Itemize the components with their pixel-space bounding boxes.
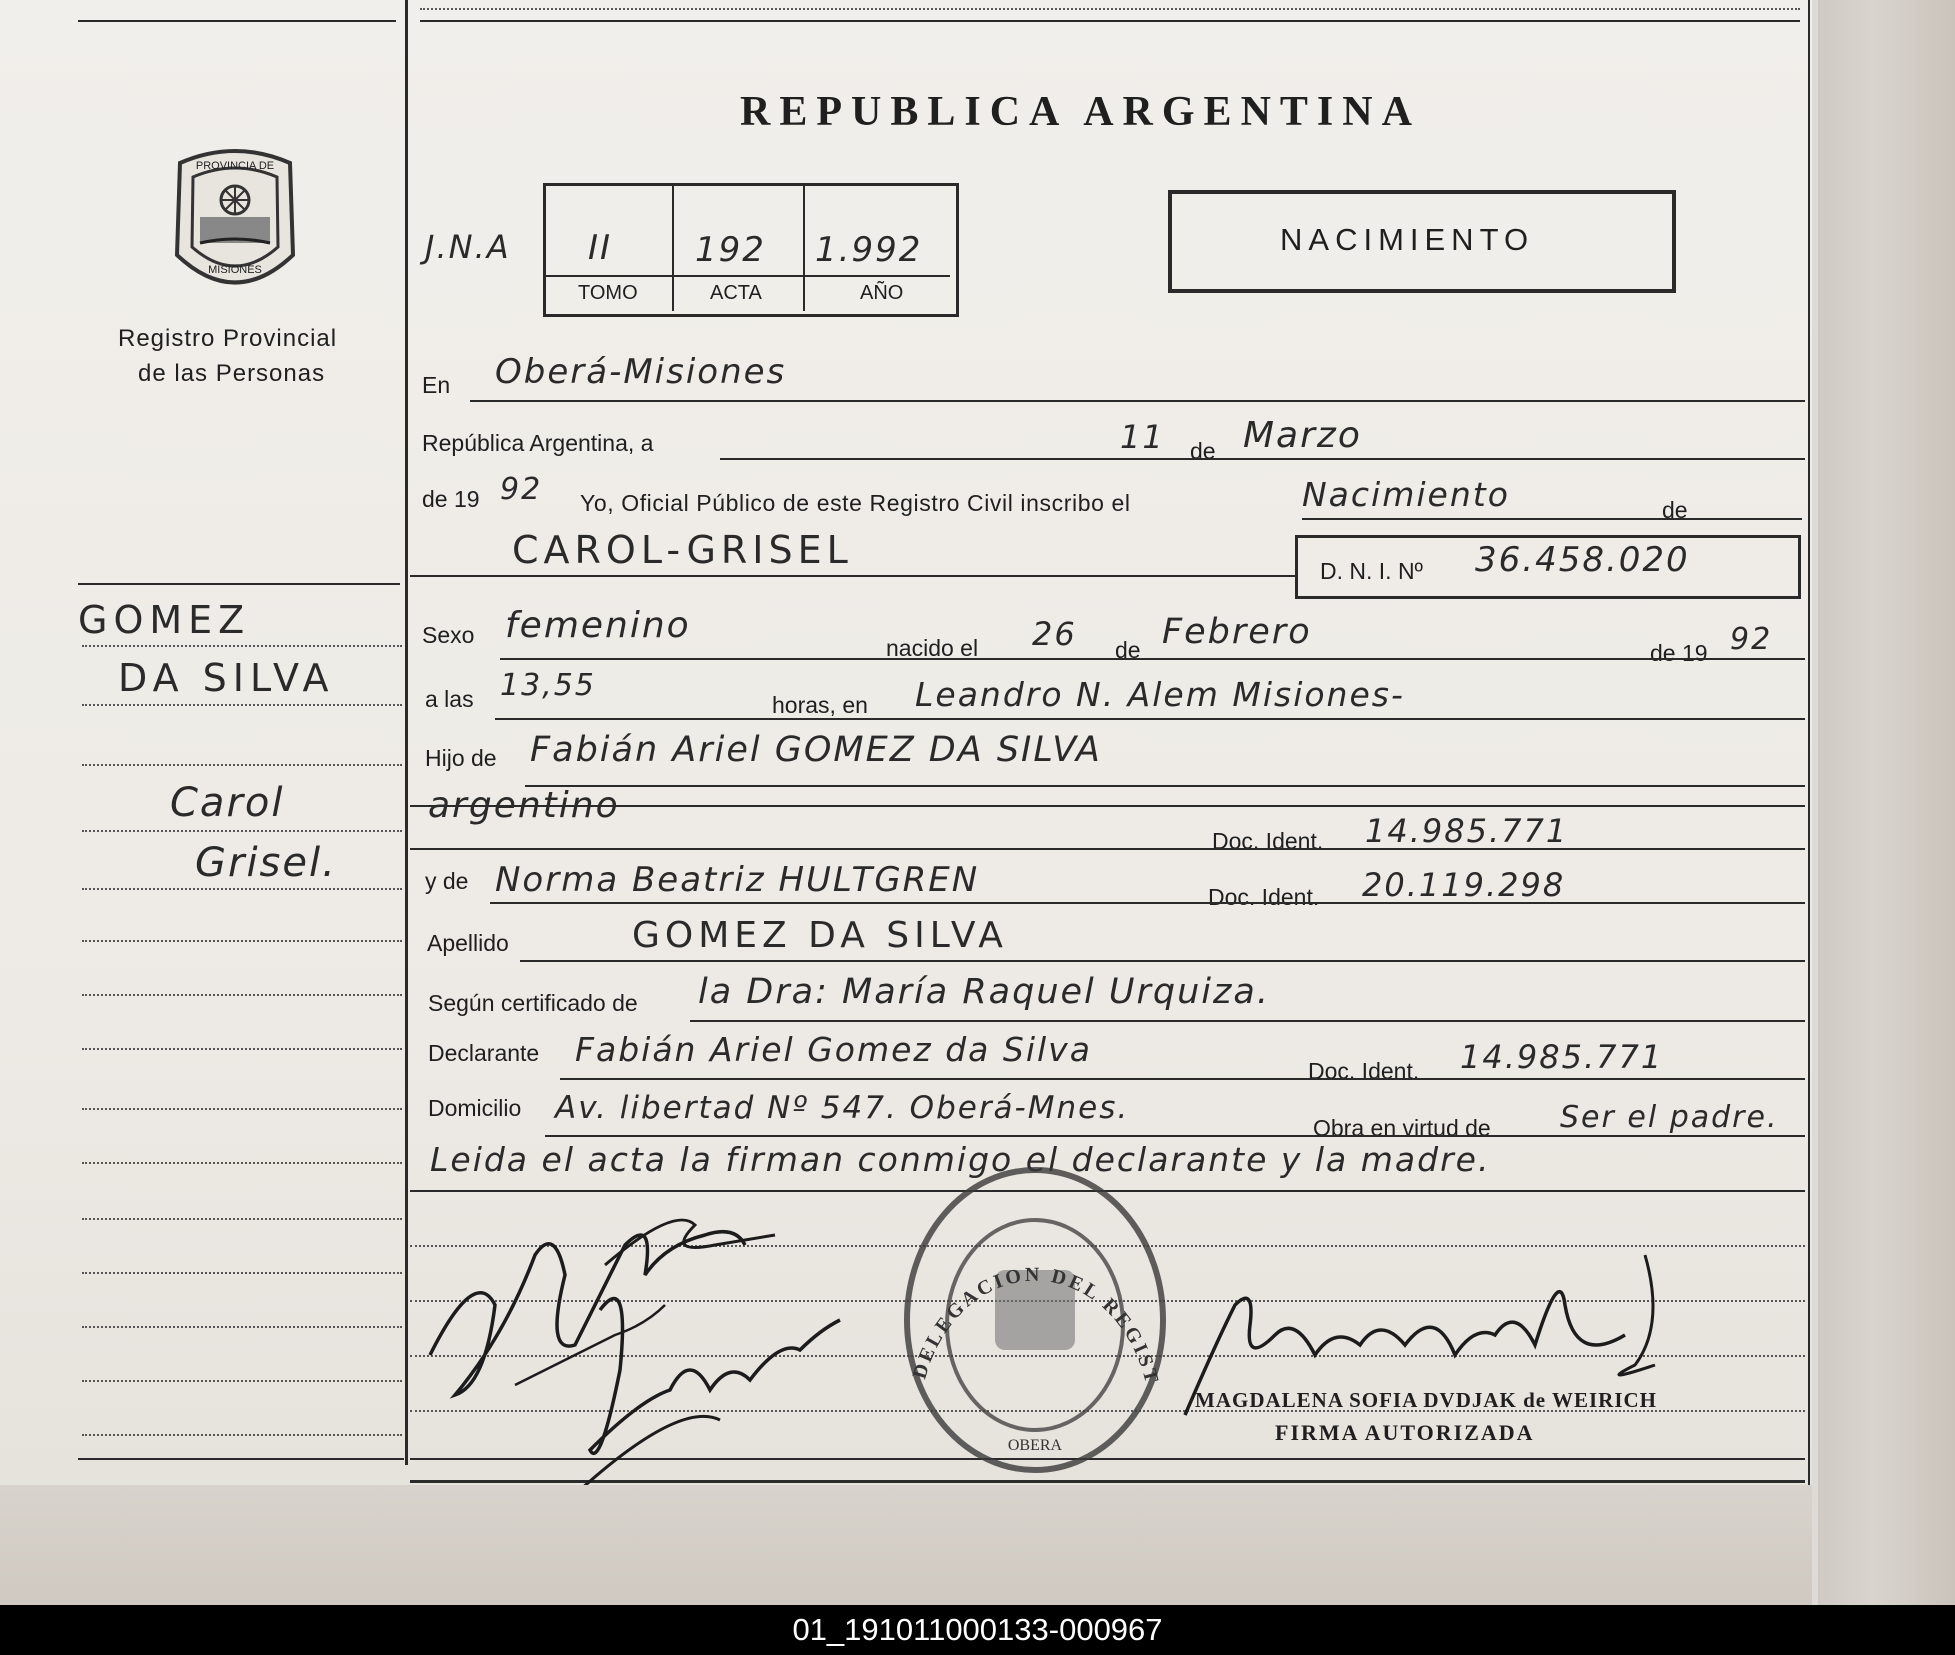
margin-name-1: Carol: [170, 780, 285, 826]
official-name: MAGDALENA SOFIA DVDJAK de WEIRICH: [1195, 1388, 1657, 1412]
acta-divider-1: [672, 186, 674, 311]
apellido-rule: [520, 960, 1805, 962]
binding-edge: [0, 1485, 1812, 1605]
de19-label-2: de 19: [1650, 640, 1708, 666]
republica-rule: [720, 458, 1805, 460]
apellido-value: GOMEZ DA SILVA: [632, 915, 1008, 956]
left-dots-7: [82, 994, 402, 996]
hijo-label: Hijo de: [425, 745, 497, 771]
doc-label-3: Doc. Ident.: [1308, 1058, 1420, 1084]
de-label-1: de: [1190, 438, 1216, 464]
declarante-value: Fabián Ariel Gomez da Silva: [575, 1030, 1092, 1069]
de-label-2: de: [1662, 497, 1688, 523]
obra-label: Obra en virtud de: [1313, 1115, 1491, 1141]
office-line-1: Registro Provincial: [118, 325, 338, 352]
mother-signature: [560, 1250, 860, 1510]
father-name: Fabián Ariel GOMEZ DA SILVA: [530, 730, 1102, 770]
left-dots-6: [82, 940, 402, 942]
margin-surname-2: DA SILVA: [118, 656, 335, 700]
registry-code: J.N.A: [425, 228, 511, 266]
registry-stamp: [900, 1160, 1170, 1480]
doc-label-1: Doc. Ident.: [1212, 828, 1324, 854]
yde-label: y de: [425, 868, 469, 894]
domicilio-value: Av. libertad Nº 547. Oberá-Mnes.: [555, 1090, 1130, 1126]
birth-year: 92: [1730, 622, 1773, 657]
declarante-label: Declarante: [428, 1040, 540, 1066]
declarante-rule: [560, 1078, 1805, 1080]
left-bottom-rule: [78, 1458, 404, 1460]
doc-label-2: Doc. Ident.: [1208, 884, 1320, 910]
en-value: Oberá-Misiones: [495, 352, 787, 392]
left-col-rule: [78, 583, 400, 585]
day-value: 11: [1120, 418, 1165, 456]
left-dots-2: [82, 704, 402, 706]
segun-label: Según certificado de: [428, 990, 638, 1016]
hijo-rule: [525, 785, 1805, 787]
de-label-3: de: [1115, 637, 1141, 663]
month-value: Marzo: [1243, 415, 1362, 456]
tomo-label: TOMO: [578, 282, 638, 304]
record-type: NACIMIENTO: [1280, 222, 1535, 257]
obra-value: Ser el padre.: [1560, 1100, 1779, 1135]
office-line-2: de las Personas: [138, 360, 326, 387]
father-nationality: argentino: [428, 785, 620, 826]
sexo-value: femenino: [505, 605, 691, 646]
father-doc: 14.985.771: [1365, 812, 1569, 850]
top-rule-left: [78, 20, 396, 22]
a-las-label: a las: [425, 686, 474, 712]
page-right-edge: [1808, 0, 1810, 1485]
segun-rule: [690, 1020, 1805, 1022]
certificado-value: la Dra: María Raquel Urquiza.: [698, 972, 1270, 1012]
left-dots-5: [82, 888, 402, 890]
margin-surname-1: GOMEZ: [78, 598, 251, 642]
left-dots-10: [82, 1162, 402, 1164]
oficial-text: Yo, Oficial Público de este Registro Civil inscribo el: [580, 490, 1131, 516]
left-dots-13: [82, 1326, 402, 1328]
child-name-rule: [410, 575, 1295, 577]
republica-label: República Argentina, a: [422, 430, 654, 456]
province-seal-icon: [165, 145, 305, 300]
left-dots-11: [82, 1218, 402, 1220]
left-dots-8: [82, 1048, 402, 1050]
birth-day: 26: [1032, 615, 1077, 653]
adjacent-page-edge: [1818, 0, 1955, 1605]
sexo-rule: [500, 658, 1805, 660]
birth-month: Febrero: [1162, 612, 1312, 652]
acta-label: ACTA: [710, 282, 762, 304]
doc-rule-1: [410, 848, 1805, 850]
yde-rule: [490, 902, 1805, 904]
sexo-label: Sexo: [422, 622, 475, 648]
en-rule: [470, 400, 1805, 402]
anio-label: AÑO: [860, 282, 904, 304]
de19-label: de 19: [422, 486, 480, 512]
top-rule-right: [420, 20, 1800, 22]
year-value: 92: [500, 472, 543, 507]
inscribe-value: Nacimiento: [1302, 475, 1510, 514]
left-dots-15: [82, 1434, 402, 1436]
country-title: REPUBLICA ARGENTINA: [740, 89, 1421, 135]
birth-place: Leandro N. Alem Misiones-: [915, 675, 1405, 714]
leida-text: Leida el acta la firman conmigo el declarante y la madre.: [430, 1140, 1491, 1179]
mother-doc: 20.119.298: [1362, 866, 1566, 904]
official-title: FIRMA AUTORIZADA: [1275, 1420, 1535, 1445]
anio-value: 1.992: [815, 230, 923, 270]
stamp-bottom-text: OBERA: [1007, 1437, 1063, 1454]
margin-name-2: Grisel.: [195, 840, 337, 886]
mother-name: Norma Beatriz HULTGREN: [495, 860, 980, 900]
acta-label-rule: [546, 275, 950, 277]
domicilio-label: Domicilio: [428, 1095, 522, 1121]
en-label: En: [422, 372, 451, 398]
column-divider: [405, 0, 408, 1465]
acta-value: 192: [695, 230, 766, 270]
tomo-value: II: [588, 228, 613, 268]
de19-rule: [1302, 518, 1802, 520]
left-dots-4: [82, 830, 402, 832]
child-name: CAROL-GRISEL: [512, 528, 853, 572]
left-dots-1: [82, 645, 402, 647]
nacido-label: nacido el: [886, 635, 979, 661]
seal-top-text: PROVINCIA DE: [195, 160, 275, 172]
left-dots-3: [82, 764, 402, 766]
declarante-doc: 14.985.771: [1460, 1038, 1664, 1076]
svg-text:DELEGACION DEL REGISTRO PROVIN: [900, 1160, 1163, 1388]
top-dots: [420, 8, 1800, 10]
dni-value: 36.458.020: [1475, 540, 1690, 580]
left-dots-9: [82, 1108, 402, 1110]
a-las-rule: [495, 718, 1805, 720]
birth-time: 13,55: [500, 668, 596, 703]
left-dots-12: [82, 1272, 402, 1274]
left-dots-14: [82, 1380, 402, 1382]
stamp-outer-text: DELEGACION DEL REGIST: [908, 1263, 1164, 1388]
dni-label: D. N. I. Nº: [1320, 558, 1423, 584]
seal-bottom-text: MISIONES: [208, 264, 262, 276]
province-seal: [165, 145, 305, 300]
domicilio-rule: [545, 1135, 1805, 1137]
image-caption: 01_191011000133-000967: [0, 1605, 1955, 1655]
acta-divider-2: [803, 186, 805, 311]
horas-label: horas, en: [772, 692, 868, 718]
apellido-label: Apellido: [427, 930, 509, 956]
stamp-icon: [900, 1160, 1170, 1480]
nationality-rule: [410, 805, 1805, 807]
